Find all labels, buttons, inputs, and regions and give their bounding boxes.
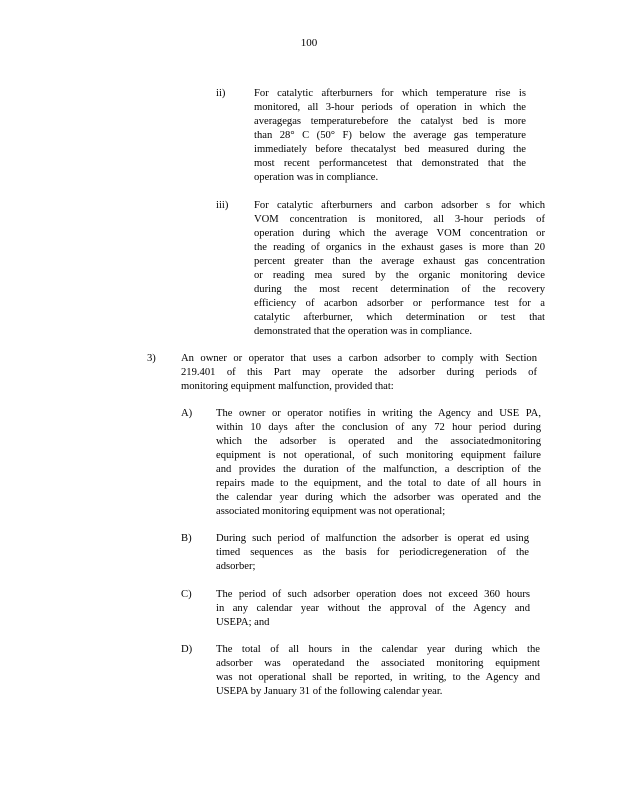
text-line: adsorber was operatedand the associated monitoring equipment: [216, 658, 540, 669]
subparagraph-B-text: [216, 532, 529, 574]
text-line: associated monitoring equipment was not operational;: [216, 506, 446, 517]
subitem-ii-text: [254, 87, 526, 185]
text-line: and provides the duration of the malfunction, a description of the: [216, 464, 541, 475]
text-line: than 28° C (50° F) below the average gas temperature: [254, 130, 526, 141]
text-line: the reading of organics in the exhaust gases is more than 20: [254, 242, 545, 253]
text-line: which the adsorber is operated and the associatedmonitoring: [216, 436, 541, 447]
subparagraph-D-text: [216, 643, 540, 699]
text-line: immediately before thecatalyst bed measured during the: [254, 144, 526, 155]
paragraph-3-label: 3): [147, 353, 156, 364]
text-line: in any calendar year without the approval of the Agency and: [216, 603, 530, 614]
text-line: adsorber;: [216, 561, 256, 572]
text-line: catalytic afterburner, which determination or test that: [254, 312, 545, 323]
text-line: demonstrated that the operation was in compliance.: [254, 326, 472, 337]
text-line: was not operational shall be reported, in writing, to the Agency and: [216, 672, 540, 683]
text-line: The owner or operator notifies in writing the Agency and USE PA,: [216, 408, 541, 419]
text-line: during the most recent determination of the recovery: [254, 284, 545, 295]
subitem-iii-text: [254, 199, 545, 339]
text-line: The period of such adsorber operation does not exceed 360 hours: [216, 589, 530, 600]
paragraph-3-text: [181, 352, 537, 394]
text-line: percent greater than the average exhaust gas concentration: [254, 256, 545, 267]
subparagraph-A-text: [216, 407, 541, 519]
text-line: For catalytic afterburners and carbon adsorber s for which: [254, 200, 545, 211]
page-number: 100: [300, 37, 318, 49]
text-line: USEPA by January 31 of the following calendar year.: [216, 686, 443, 697]
text-line: For catalytic afterburners for which temperature rise is: [254, 88, 526, 99]
text-line: most recent performancetest that demonstrated that the: [254, 158, 526, 169]
text-line: timed sequences as the basis for periodicregeneration of the: [216, 547, 529, 558]
text-line: monitoring equipment malfunction, provided that:: [181, 381, 394, 392]
subparagraph-C-text: [216, 588, 530, 630]
text-line: the calendar year during which the adsorber was operated and the: [216, 492, 541, 503]
text-line: repairs made to the equipment, and the total to date of all hours in: [216, 478, 541, 489]
subparagraph-C-label: C): [181, 589, 192, 600]
text-line: An owner or operator that uses a carbon adsorber to comply with Section: [181, 353, 537, 364]
text-line: operation was in compliance.: [254, 172, 379, 183]
text-line: USEPA; and: [216, 617, 270, 628]
text-line: or reading mea sured by the organic monitoring device: [254, 270, 545, 281]
text-line: efficiency of acarbon adsorber or performance test for a: [254, 298, 545, 309]
text-line: During such period of malfunction the adsorber is operat ed using: [216, 533, 529, 544]
text-line: operation during which the average VOM concentration or: [254, 228, 545, 239]
text-line: 219.401 of this Part may operate the adsorber during periods of: [181, 367, 537, 378]
subparagraph-A-label: A): [181, 408, 193, 419]
text-line: VOM concentration is monitored, all 3-hour periods of: [254, 214, 545, 225]
text-line: within 10 days after the conclusion of any 72 hour period during: [216, 422, 541, 433]
text-line: The total of all hours in the calendar year during which the: [216, 644, 540, 655]
text-line: monitored, all 3-hour periods of operation in which the: [254, 102, 526, 113]
subparagraph-D-label: D): [181, 644, 193, 655]
subitem-iii-label: iii): [216, 200, 229, 211]
subparagraph-B-label: B): [181, 533, 192, 544]
text-line: averagegas temperaturebefore the catalyst bed is more: [254, 116, 526, 127]
subitem-ii-label: ii): [216, 88, 226, 99]
text-line: equipment is not operational, of such monitoring equipment failure: [216, 450, 541, 461]
